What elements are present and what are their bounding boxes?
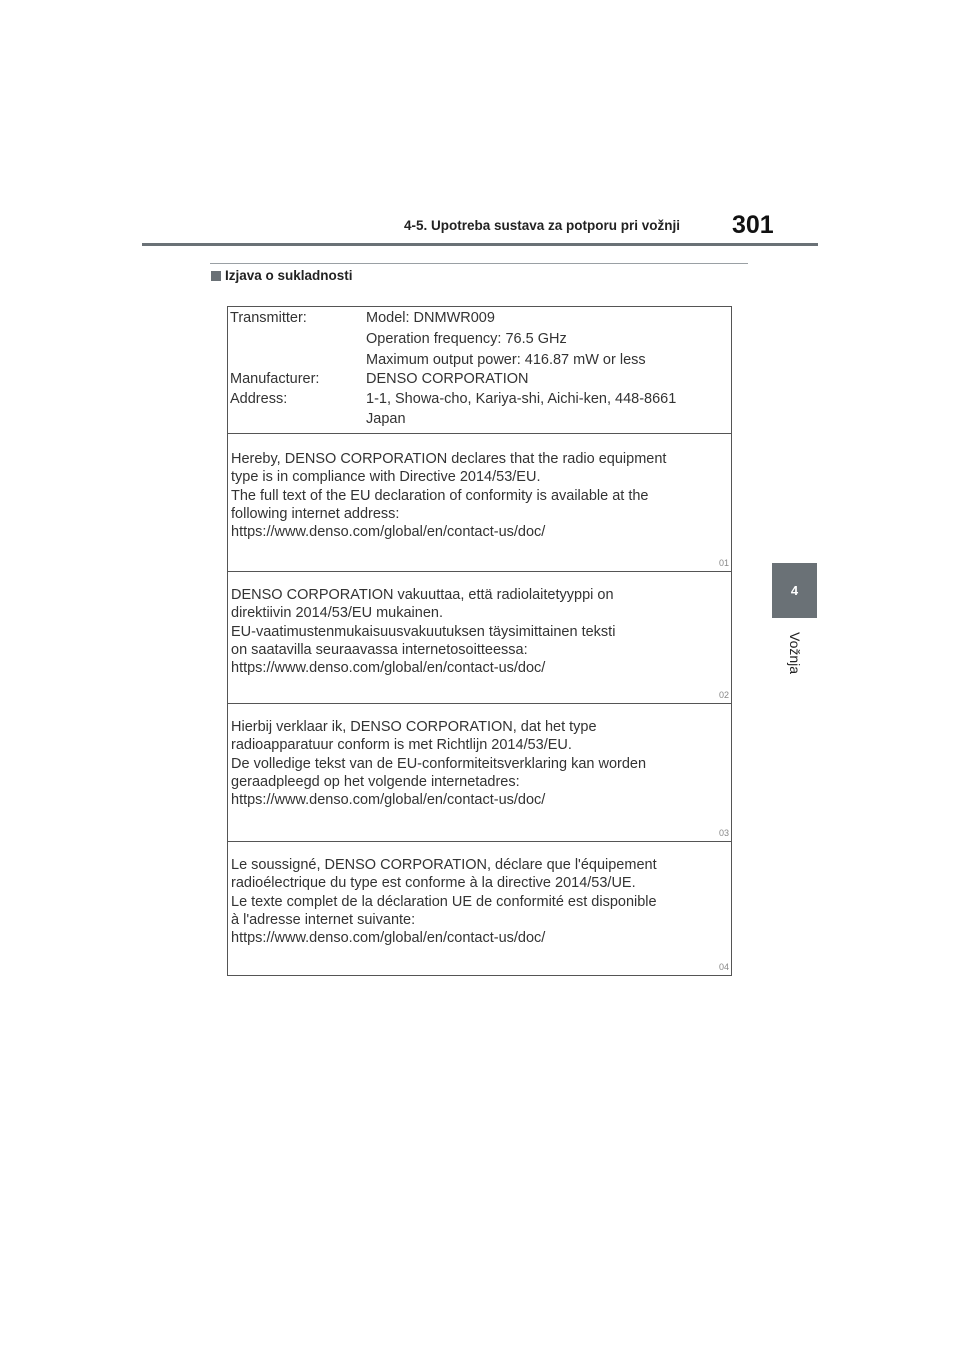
transmitter-info-block (228, 307, 731, 434)
section-heading (211, 268, 353, 283)
header-divider (142, 243, 818, 246)
section-divider (210, 263, 748, 264)
declaration-code: 01 (718, 558, 729, 568)
chapter-tab[interactable] (772, 563, 817, 618)
address-line-2: Japan (366, 411, 406, 427)
frequency-value: Operation frequency: 76.5 GHz (366, 331, 567, 347)
declaration-text: Hereby, DENSO CORPORATION declares that the radio equipment type is in compliance with Directive 2014/53/EU. The full text of the EU declaration of conformity is available at the following internet address: https://www.denso.com/global/en/contact-us/doc/ (231, 451, 667, 541)
page-number: 301 (732, 211, 774, 239)
manufacturer-label: Manufacturer: (230, 371, 320, 387)
address-line-1: 1-1, Showa-cho, Kariya-shi, Aichi-ken, 448-8661 (366, 391, 677, 407)
declaration-code: 02 (718, 690, 729, 700)
declaration-text: DENSO CORPORATION vakuuttaa, että radiolaitetyyppi on direktiivin 2014/53/EU mukainen. EU-vaatimustenmukaisuusvakuutuksen täysimittainen teksti on saatavilla seuraavassa internetosoitteessa: https://www.denso.com/global/en/contact-us/doc/ (231, 587, 616, 677)
square-bullet-icon (211, 271, 221, 281)
chapter-label: Vožnja (787, 632, 803, 675)
declaration-en (228, 434, 731, 572)
declaration-text: Le soussigné, DENSO CORPORATION, déclare que l'équipement radioélectrique du type est conforme à la directive 2014/53/UE. Le texte complet de la déclaration UE de conformité est disponible à l'adresse internet suivante: https://www.denso.com/global/en/contact-us/doc/ (231, 857, 657, 947)
model-value: Model: DNMWR009 (366, 310, 495, 326)
manufacturer-value: DENSO CORPORATION (366, 371, 529, 387)
declaration-code: 04 (718, 962, 729, 972)
address-label: Address: (230, 391, 288, 407)
declaration-fi (228, 572, 731, 704)
declaration-nl (228, 704, 731, 842)
section-heading-text: Izjava o sukladnosti (225, 268, 353, 283)
power-value: Maximum output power: 416.87 mW or less (366, 352, 646, 368)
declaration-code: 03 (718, 828, 729, 838)
declaration-fr (228, 842, 731, 975)
chapter-number: 4 (790, 583, 799, 598)
header-title: 4-5. Upotreba sustava za potporu pri vožnji (404, 218, 681, 233)
declaration-text: Hierbij verklaar ik, DENSO CORPORATION, dat het type radioapparatuur conform is met Richtlijn 2014/53/EU. De volledige tekst van de EU-conformiteitsverklaring kan worden geraadpleegd op het volgende internetadres: https://www.denso.com/global/en/contact-us/doc/ (231, 719, 647, 809)
transmitter-label: Transmitter: (230, 310, 307, 326)
declaration-box (227, 306, 732, 976)
